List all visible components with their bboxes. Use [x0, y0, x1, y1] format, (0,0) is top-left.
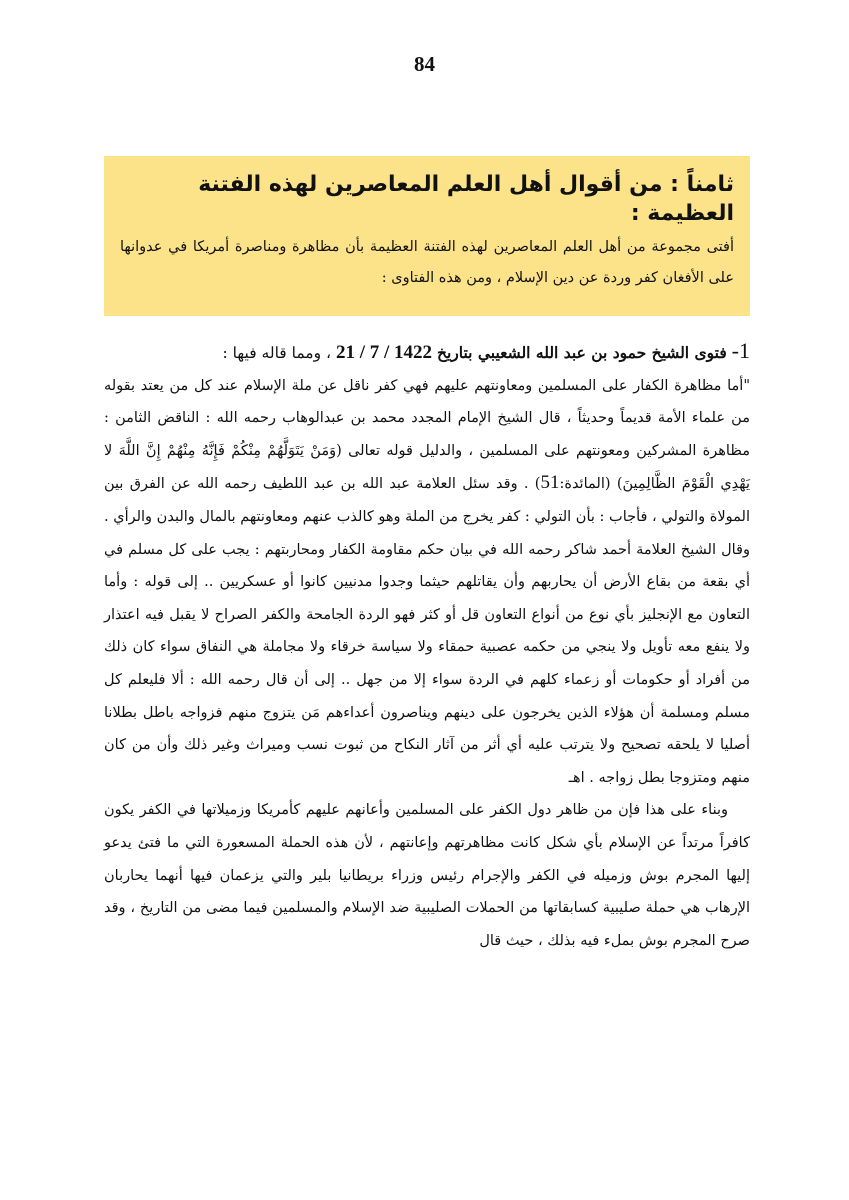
- section-highlight-box: [104, 156, 750, 316]
- paragraph-2: وبناء على هذا فإن من ظاهر دول الكفر على المسلمين وأعانهم عليهم كأمريكا وزميلاتها في الكفر يكون كافراً مرتداً عن الإسلام بأي شكل كانت مظاهرتهم وإعانتهم ، لأن هذه الحملة المسعورة التي ما فتئ يدعو إليها المجرم بوش وزميله في الكفر والإجرام رئيس وزراء بريطانيا بلير والتي يزعمان فيها أنهما يحاربان الإرهاب هي حملة صليبية كسابقاتها من الحملات الصليبية ضد الإسلام والمسلمين فيما مضى من التاريخ ، وقد صرح المجرم بوش بملء فيه بذلك ، حيث قال: [104, 802, 750, 949]
- section-heading: ثامناً : من أقوال أهل العلم المعاصرين لهذه الفتنة العظيمة :: [198, 172, 734, 226]
- fatwa-title-suffix: ، ومما قاله فيها :: [222, 344, 332, 362]
- fatwa-quote: [104, 370, 750, 795]
- quran-ref-number: 51: [540, 472, 560, 494]
- main-text: [104, 335, 750, 957]
- fatwa-title: [104, 335, 750, 370]
- quran-ref-prefix: (المائدة:: [559, 476, 611, 493]
- page-number: 84: [414, 52, 435, 76]
- fatwa-date: 21 / 7 / 1422: [335, 342, 433, 363]
- quran-ref-suffix: ): [534, 476, 541, 493]
- fatwa-text-2: . وقد سئل العلامة عبد الله بن عبد اللطيف رحمه الله عن الفرق بين المولاة والتولي ، فأجاب : بأن التولي : كفر يخرج من الملة وهو كالذب عنهم ومعاونتهم بالمال والبدن والرأي . وقال الشيخ العلامة أحمد شاكر رحمه الله في بيان حكم مقاومة الكفار ومحاربتهم : يجب على كل مسلم في أي بقعة من بقاع الأرض أن يحاربهم وأن يقاتلهم حيثما وجدوا مدنيين كانوا أو عسكريين .. إلى قوله : وأما التعاون مع الإنجليز بأي نوع من أنواع التعاون قل أو كثر فهو الردة الجامحة والكفر الصراح لا يقبل فيه اعتذار ولا ينفع معه تأويل ولا ينجي من حكمه عصبية حمقاء ولا سياسة خرقاء ولا مجاملة هي النفاق سواء كان ذلك من أفراد أو حكومات أو زعماء كلهم في الردة سواء إلا من جهل .. إلى أن قال رحمه الله : ألا فليعلم كل مسلم ومسلمة أن هؤلاء الذين يخرجون على دينهم ويناصرون أعداءهم مَن يتزوج منهم فزواجه باطل بطلانا أصليا لا يلحقه تصحيح ولا يترتب عليه أي أثر من آثار النكاح من ثبوت نسب وميراث وغير ذلك وأن من كان منهم ومتزوجا بطل زواجه . اهـ: [104, 476, 750, 786]
- fatwa-title-text: فتوى الشيخ حمود بن عبد الله الشعيبي بتاريخ: [436, 343, 727, 362]
- fatwa-number: 1-: [731, 338, 750, 363]
- fatwa-text-1: "أما مظاهرة الكفار على المسلمين ومعاونتهم عليهم فهي كفر ناقل عن ملة الإسلام عند كل من يعتد بقوله من علماء الأمة قديماً وحديثاً ، قال الشيخ الإمام المجدد محمد بن عبدالوهاب رحمه الله : الناقض الثامن : مظاهرة المشركين ومعونتهم على المسلمين ، والدليل قوله تعالى: [104, 377, 750, 459]
- section-intro: أفتى مجموعة من أهل العلم المعاصرين لهذه الفتنة العظيمة بأن مظاهرة ومناصرة أمريكا في عدوانها على الأفغان كفر وردة عن دين الإسلام ، ومن هذه الفتاوى :: [120, 239, 734, 286]
- quran-verse: (وَمَنْ يَتَوَلَّهُمْ مِنْكُمْ فَإِنَّهُ مِنْهُمْ إِنَّ اللَّهَ لا يَهْدِي الْقَوْمَ الظَّالِمِينَ): [104, 442, 750, 493]
